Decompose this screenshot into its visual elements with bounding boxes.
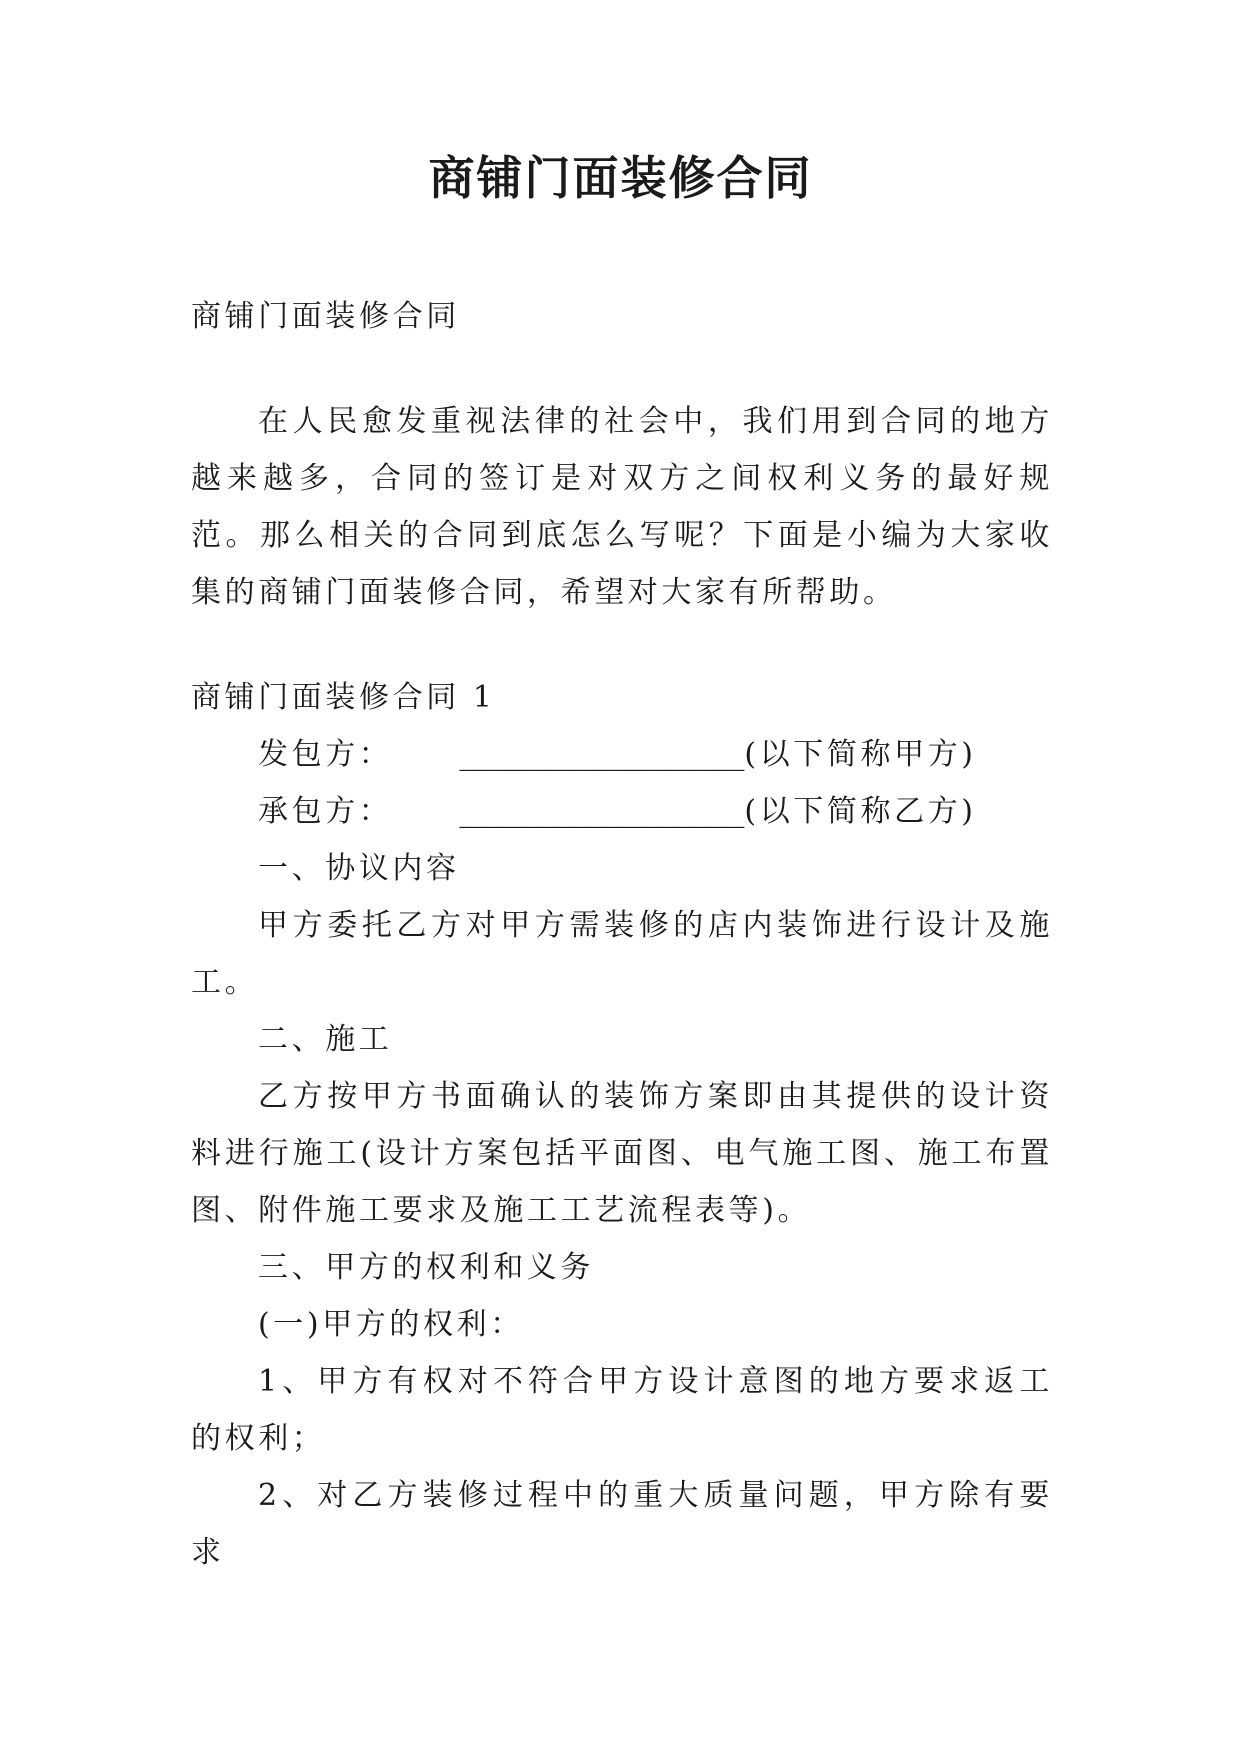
clause-paragraph: 甲方委托乙方对甲方需装修的店内装饰进行设计及施工。 xyxy=(191,908,1053,1000)
clause-paragraph: 乙方按甲方书面确认的装饰方案即由其提供的设计资料进行施工(设计方案包括平面图、电气施工图、施工布置图、附件施工要求及施工工艺流程表等)。 xyxy=(191,1079,1053,1228)
section-heading: 商铺门面装修合同 1 xyxy=(191,680,496,715)
sub-clause-heading: (一)甲方的权利： xyxy=(258,1307,524,1342)
party-b-line xyxy=(191,783,1053,840)
intro-paragraph: 在人民愈发重视法律的社会中，我们用到合同的地方越来越多，合同的签订是对双方之间权利义务的最好规范。那么相关的合同到底怎么写呢？下面是小编为大家收集的商铺门面装修合同，希望对大家有所帮助。 xyxy=(191,404,1053,610)
party-b-label: 承包方： xyxy=(258,794,393,829)
party-a-line xyxy=(191,726,1053,783)
party-a-blank: ___________________ xyxy=(459,737,745,772)
party-b-suffix: (以下简称乙方) xyxy=(744,794,977,829)
clause-heading-2: 二、施工 xyxy=(258,1022,393,1057)
party-b-blank: ___________________ xyxy=(459,794,745,829)
party-a-suffix: (以下简称甲方) xyxy=(744,737,977,772)
list-item: 1、甲方有权对不符合甲方设计意图的地方要求返工的权利； xyxy=(191,1364,1053,1456)
document-subtitle: 商铺门面装修合同 xyxy=(191,299,460,334)
document-body xyxy=(191,288,1053,1581)
clause-heading-3: 三、甲方的权利和义务 xyxy=(258,1250,594,1285)
clause-heading-1: 一、协议内容 xyxy=(258,851,460,886)
list-item: 2、对乙方装修过程中的重大质量问题，甲方除有要求 xyxy=(191,1478,1053,1570)
party-a-label: 发包方： xyxy=(258,737,393,772)
document-title: 商铺门面装修合同 xyxy=(428,151,813,205)
